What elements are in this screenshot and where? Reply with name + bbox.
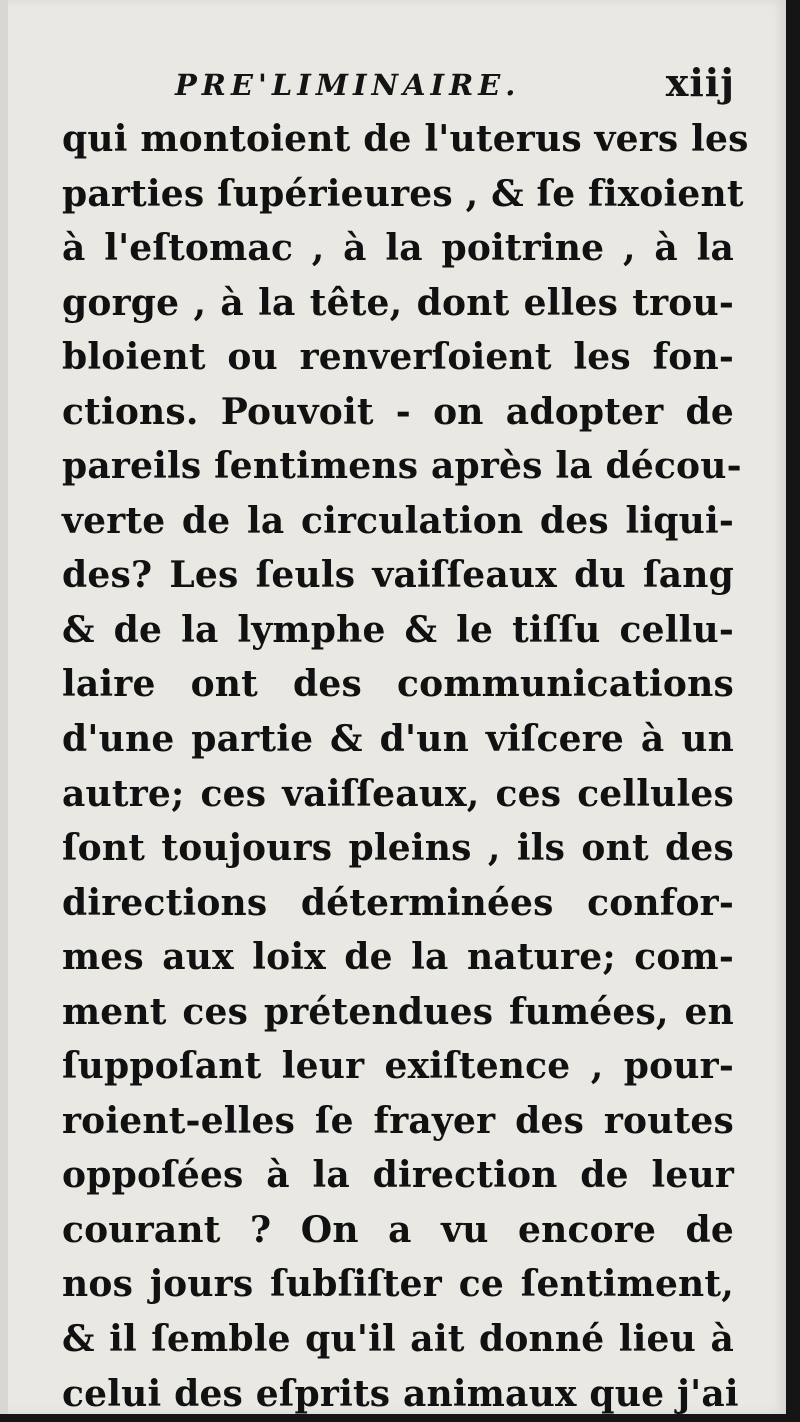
page-number: xiij — [665, 60, 735, 105]
text-line: nos jours ſubſiſter ce ſentiment, — [62, 1263, 734, 1306]
text-line: qui montoient de l'uterus vers les — [62, 118, 749, 160]
text-line: autre; ces vaiſſeaux, ces cellules — [62, 772, 734, 815]
text-line: celui des eſprits animaux que j'ai — [62, 1372, 739, 1415]
text-line: bloient ou renverſoient les fon- — [62, 336, 734, 379]
text-line: d'une partie & d'un viſcere à un — [62, 718, 734, 761]
text-line: mes aux loix de la nature; com- — [62, 936, 734, 979]
text-line: oppoſées à la direction de leur — [62, 1154, 734, 1197]
page-header — [175, 58, 735, 114]
text-line: à l'eſtomac , à la poitrine , à la — [62, 227, 734, 270]
text-line: pareils ſentimens après la décou- — [62, 445, 742, 488]
text-line: laire ont des communications — [62, 663, 734, 706]
running-head: PRE'LIMINAIRE. — [175, 68, 521, 102]
text-line: courant ? On a vu encore de — [62, 1208, 734, 1251]
body-text — [62, 112, 749, 1421]
text-line: directions déterminées confor- — [62, 881, 734, 924]
text-line: roient-elles ſe frayer des routes — [62, 1099, 734, 1142]
text-line: ment ces prétendues fumées, en — [62, 990, 734, 1033]
page-edge — [0, 0, 8, 1414]
text-line: & de la lymphe & le tiſſu cellu- — [62, 608, 734, 651]
text-line: ſuppoſant leur exiſtence , pour- — [62, 1045, 734, 1088]
text-line: ctions. Pouvoit - on adopter de — [62, 390, 734, 433]
text-line: gorge , à la tête, dont elles trou- — [62, 281, 734, 324]
text-line: parties ſupérieures , & ſe fixoient — [62, 172, 744, 215]
text-line: des? Les ſeuls vaiſſeaux du ſang — [62, 554, 734, 597]
text-line: ſont toujours pleins , ils ont des — [62, 827, 734, 870]
text-line: verte de la circulation des liqui- — [62, 499, 734, 542]
text-line: & il ſemble qu'il ait donné lieu à — [62, 1318, 734, 1361]
